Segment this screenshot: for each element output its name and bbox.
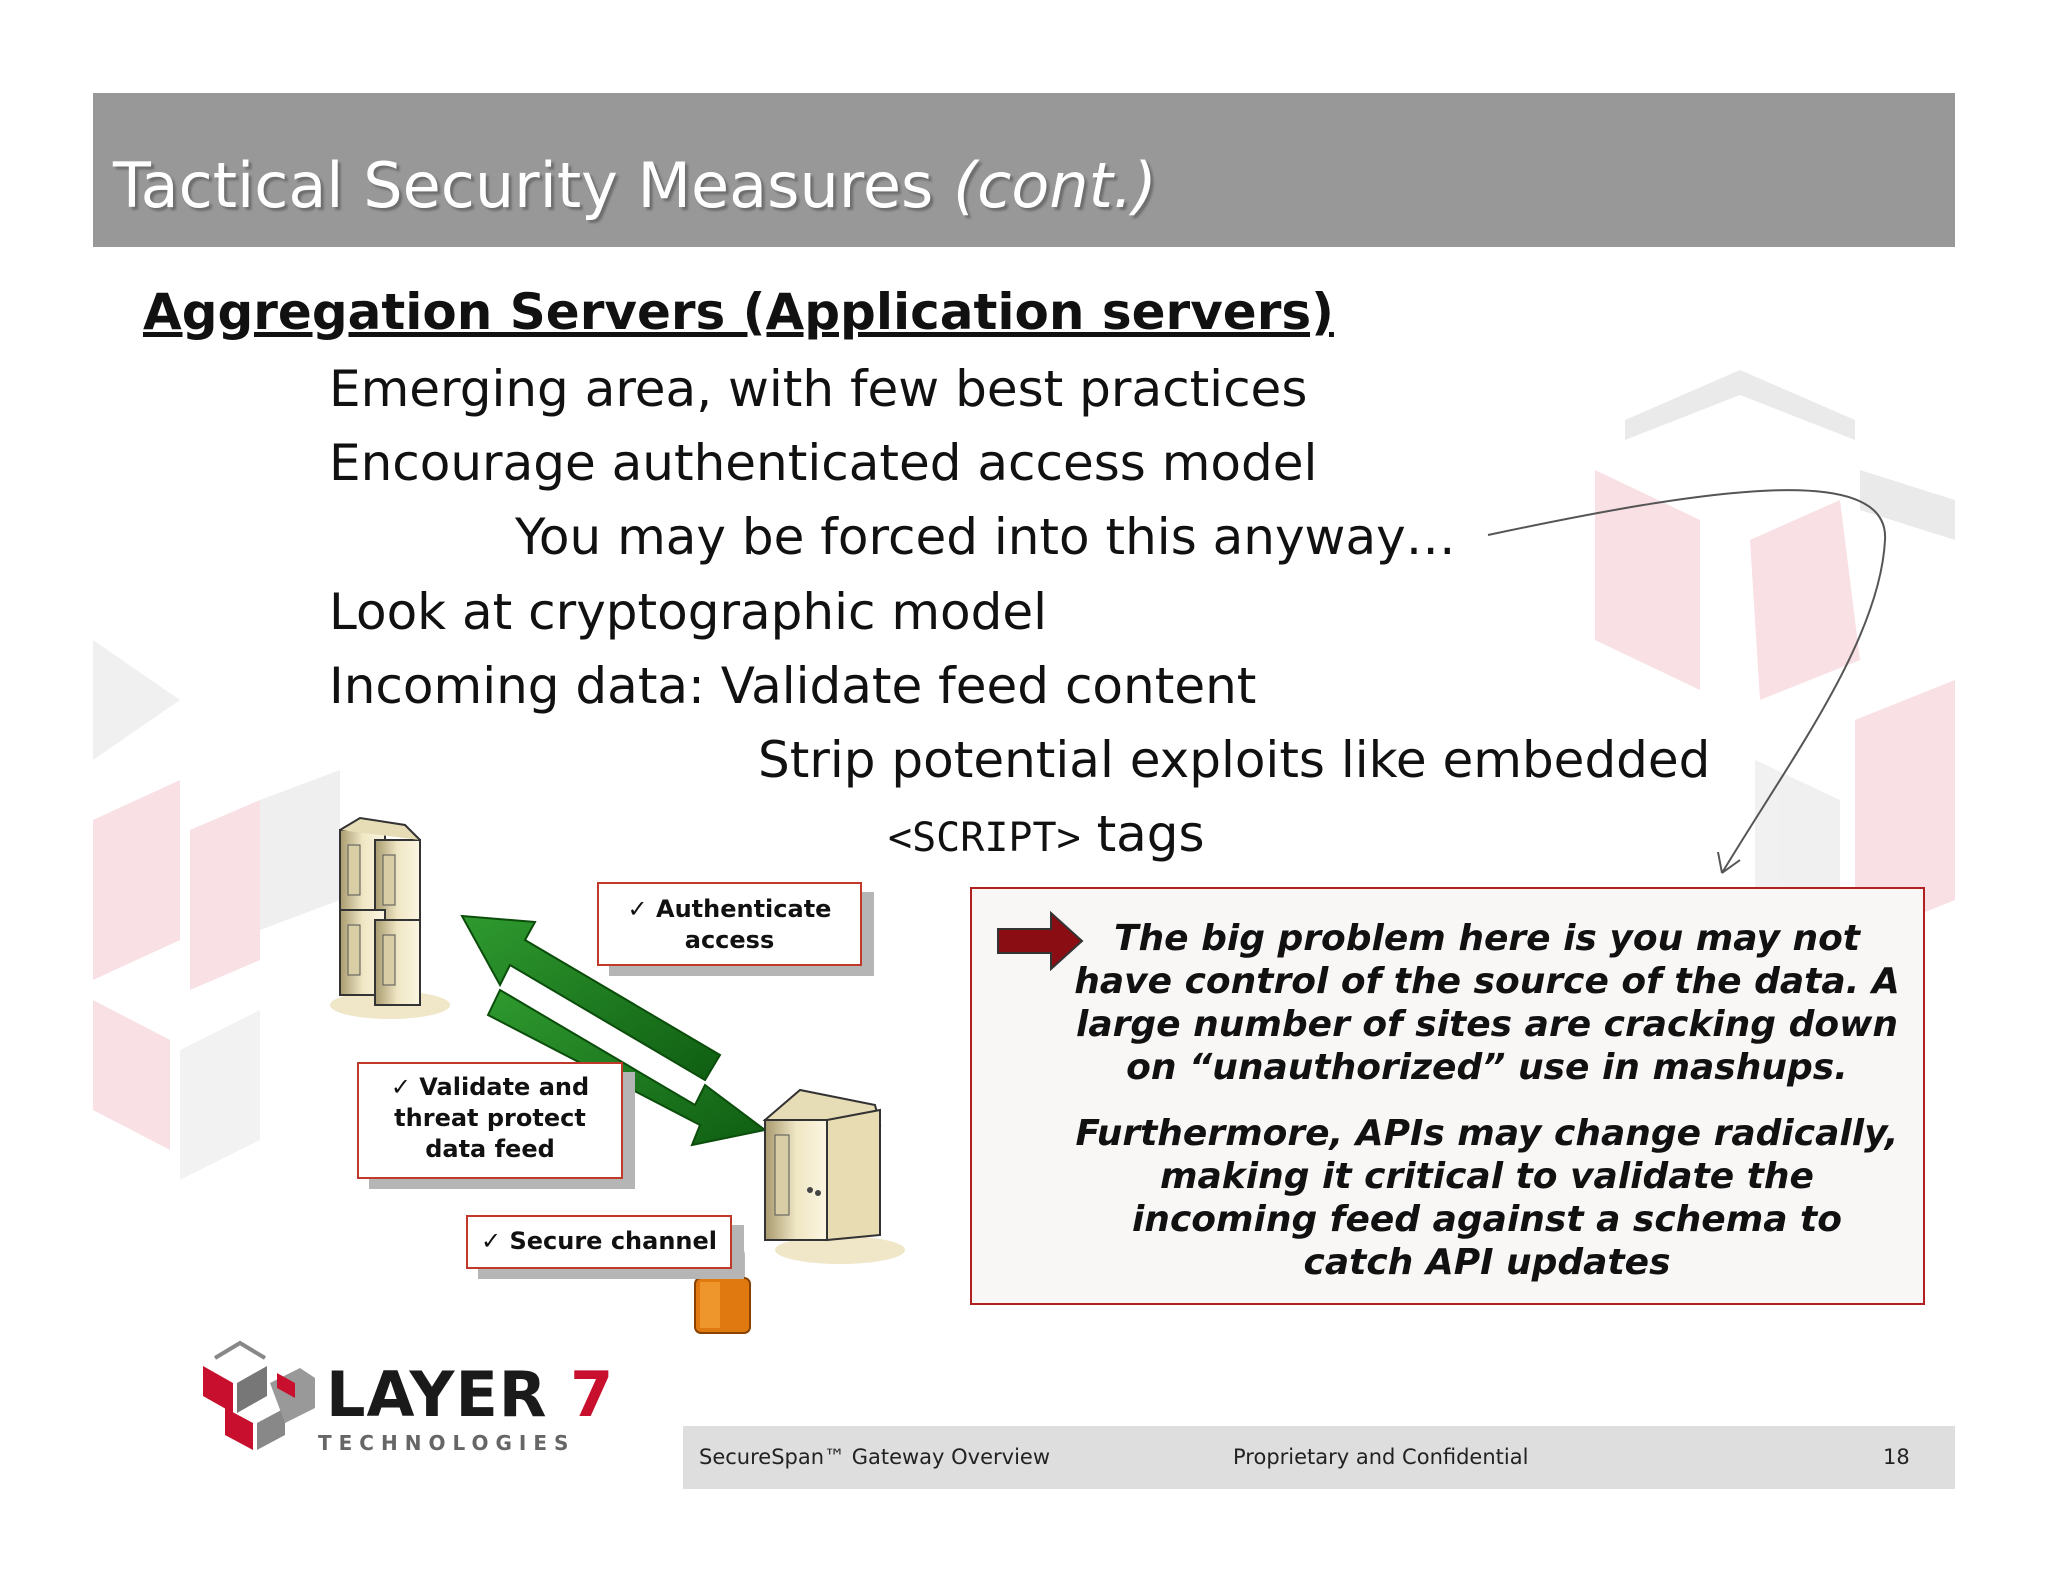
callout-paragraph-1: The big problem here is you may not have control of the source of the data. A large number of sites are cracking down on “unauthorized” use in mashups. <box>1074 918 1900 1088</box>
section-heading: Aggregation Servers (Application servers) <box>143 283 1334 341</box>
validate-line-3: data feed <box>425 1135 555 1163</box>
bullet-line-4: Look at cryptographic model <box>329 583 1048 641</box>
script-tag-code: <SCRIPT> <box>888 815 1081 861</box>
footer-left-text: SecureSpan™ Gateway Overview <box>699 1445 1051 1469</box>
server-icon <box>765 1090 905 1264</box>
bullet-line-5: Incoming data: Validate feed content <box>329 657 1257 715</box>
tags-word: tags <box>1096 805 1205 863</box>
footer-center-text: Proprietary and Confidential <box>1233 1445 1529 1469</box>
validate-feed-tag <box>357 1062 623 1179</box>
bullet-line-3: You may be forced into this anyway… <box>515 508 1456 566</box>
secure-channel-tag <box>466 1215 732 1269</box>
slide-title <box>113 149 1157 222</box>
page-number: 18 <box>1883 1445 1910 1469</box>
footer-bar <box>683 1426 1955 1489</box>
auth-line-2: access <box>684 926 775 954</box>
check-icon: ✓ <box>481 1227 502 1255</box>
logo-number: 7 <box>570 1358 615 1431</box>
authenticate-access-tag <box>597 882 862 966</box>
secure-channel-label: Secure channel <box>509 1227 717 1255</box>
bullet-line-6: Strip potential exploits like embedded <box>758 731 1711 789</box>
callout-box <box>970 887 1925 1305</box>
auth-line-1: Authenticate <box>656 895 832 923</box>
check-icon: ✓ <box>390 1073 411 1101</box>
server-cluster-icon <box>330 818 450 1019</box>
layer7-logo-cubes <box>195 1338 325 1458</box>
title-bar <box>93 93 1955 247</box>
logo-name: LAYER <box>326 1358 548 1431</box>
logo-wordmark <box>326 1360 614 1430</box>
title-suffix: (cont.) <box>953 149 1157 222</box>
bullet-line-7 <box>888 805 1205 863</box>
validate-line-2: threat protect <box>394 1104 586 1132</box>
validate-line-1: Validate and <box>419 1073 590 1101</box>
check-icon: ✓ <box>627 895 648 923</box>
title-main: Tactical Security Measures <box>113 149 934 222</box>
bullet-line-1: Emerging area, with few best practices <box>329 360 1308 418</box>
logo-tagline: TECHNOLOGIES <box>318 1431 576 1455</box>
bullet-line-2: Encourage authenticated access model <box>329 434 1318 492</box>
callout-paragraph-2: Furthermore, APIs may change radically, making it critical to validate the incoming feed against a schema to catch API updates <box>1075 1113 1899 1283</box>
